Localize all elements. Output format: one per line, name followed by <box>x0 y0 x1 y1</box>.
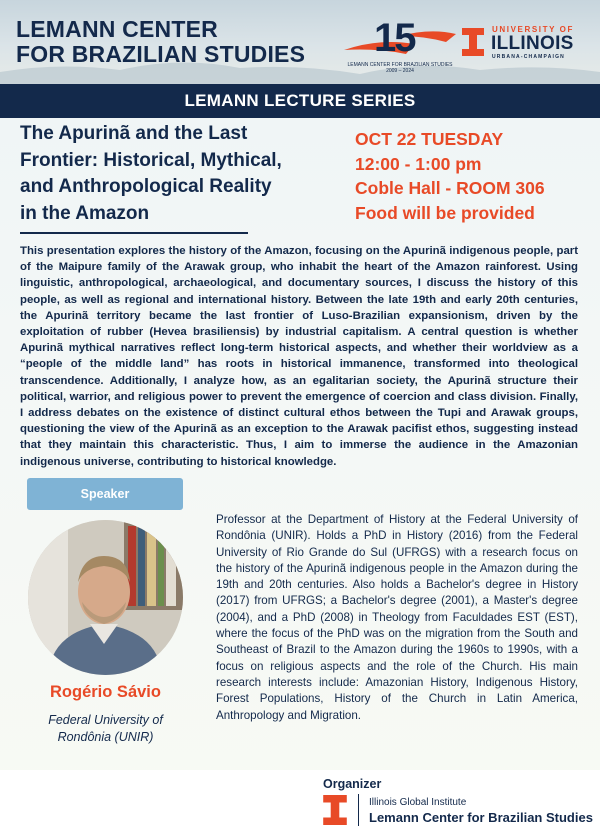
center-title-line1: LEMANN CENTER <box>16 16 218 42</box>
series-banner: LEMANN LECTURE SERIES <box>0 84 600 118</box>
speaker-name: Rogério Sávio <box>50 683 161 701</box>
speaker-section-label: Speaker <box>27 478 183 510</box>
anniversary-caption-line1: LEMANN CENTER FOR BRAZILIAN STUDIES <box>347 62 453 68</box>
organizer-divider <box>358 794 359 826</box>
event-location: Coble Hall - ROOM 306 <box>355 178 545 198</box>
footer <box>0 770 600 840</box>
block-i-icon <box>323 795 347 825</box>
block-i-icon <box>462 28 484 56</box>
event-food-note: Food will be provided <box>355 202 535 223</box>
speaker-bio: Professor at the Department of History at the Federal University of Rondônia (UNIR). Holds a PhD in History (2016) from the Federal University of Rio Grande do Sul (UFRGS) with a research focus on the history of the Apurinã indigenous people in the Amazon during the 19th and 20th centuries. Also holds a Bachelor's degree in History (2017) from UFRGS; a Bachelor's degree (2001), a Master's degree (2004), and a PhD (2008) in Theology from Faculdades EST (EST), where the focus of the PhD was on the migration from the South and Southeast of Brazil to the Amazon during the 1960s to 1990s, with a focus on religious aspects and the role of the Church. His main research interests include: Amazonian History, Indigenous History, Forest Populations, History of the Church in Latin America, Anthropology and Migration. <box>216 513 578 722</box>
talk-title-line: Frontier: Historical, Mythical, <box>20 149 282 171</box>
talk-title-line: and Anthropological Reality <box>20 176 272 197</box>
anniversary-caption <box>340 62 460 74</box>
talk-title-line: in the Amazon <box>20 202 150 224</box>
talk-title <box>20 121 330 227</box>
talk-title-line: The Apurinã and the Last <box>20 123 248 144</box>
header-banner <box>0 0 600 84</box>
anniversary-number: 15 <box>374 16 415 60</box>
event-time: 12:00 - 1:00 pm <box>355 153 482 174</box>
organizer-label: Organizer <box>323 777 382 791</box>
university-of-label: UNIVERSITY OF <box>492 25 574 34</box>
event-date: OCT 22 TUESDAY <box>355 129 504 149</box>
speaker-affiliation-line2: Rondônia (UNIR) <box>57 730 154 744</box>
anniversary-logo <box>340 14 460 78</box>
talk-abstract: This presentation explores the history of the Amazon, focusing on the Apurinã indigenous people, part of the Maipure family of the Arawak group, who inhabit the heart of the Amazon rainforest. Using linguistic, anthropological, archaeological, and documentary sources, I discuss the history of this people, as well as regional and international history. Between the late 19th and early 20th centuries, the Apurinã territory became the last frontier of Luso-Brazilian expansionism, driven by the exploitation of rubber (Hevea brasiliensis) by industrial capitalism. A central question is whether Apurinã mythical narratives reflect long-term historical aspects, and whether their worldview as a “people of the middle land” has roots in historical immanence, transformed into theological transcendence. Additionally, I analyze how, as an egalitarian society, the Apurinã structure their political, warrior, and religious power to prevent the emergence of coercion and class division. Finally, I address debates on the existence of distinct cultural ethos between the Tupi and Arawak groups, questioning the view of the Apurinã as an exception to the Arawak pacifist ethos, suggesting instead that they maintain this characteristic. Thus, I aim to immerse the audience in the Amazonian indigenous universe, contributing to historical knowledge. <box>20 245 578 468</box>
title-divider <box>20 232 248 234</box>
campus-label: URBANA-CHAMPAIGN <box>492 54 565 60</box>
speaker-affiliation <box>0 712 211 746</box>
speaker-affiliation-line1: Federal University of <box>48 713 163 727</box>
center-title <box>16 17 305 67</box>
illinois-wordmark: ILLINOIS <box>491 33 574 54</box>
anniversary-caption-line2: 2009 – 2024 <box>386 68 414 74</box>
speaker-photo <box>28 520 183 675</box>
organizer-institute: Illinois Global Institute <box>369 797 467 808</box>
organizer-center: Lemann Center for Brazilian Studies <box>369 810 593 825</box>
center-title-line2: FOR BRAZILIAN STUDIES <box>16 41 306 67</box>
event-details <box>355 127 545 225</box>
university-logo <box>462 24 592 64</box>
speaker-portrait-image <box>28 520 183 675</box>
